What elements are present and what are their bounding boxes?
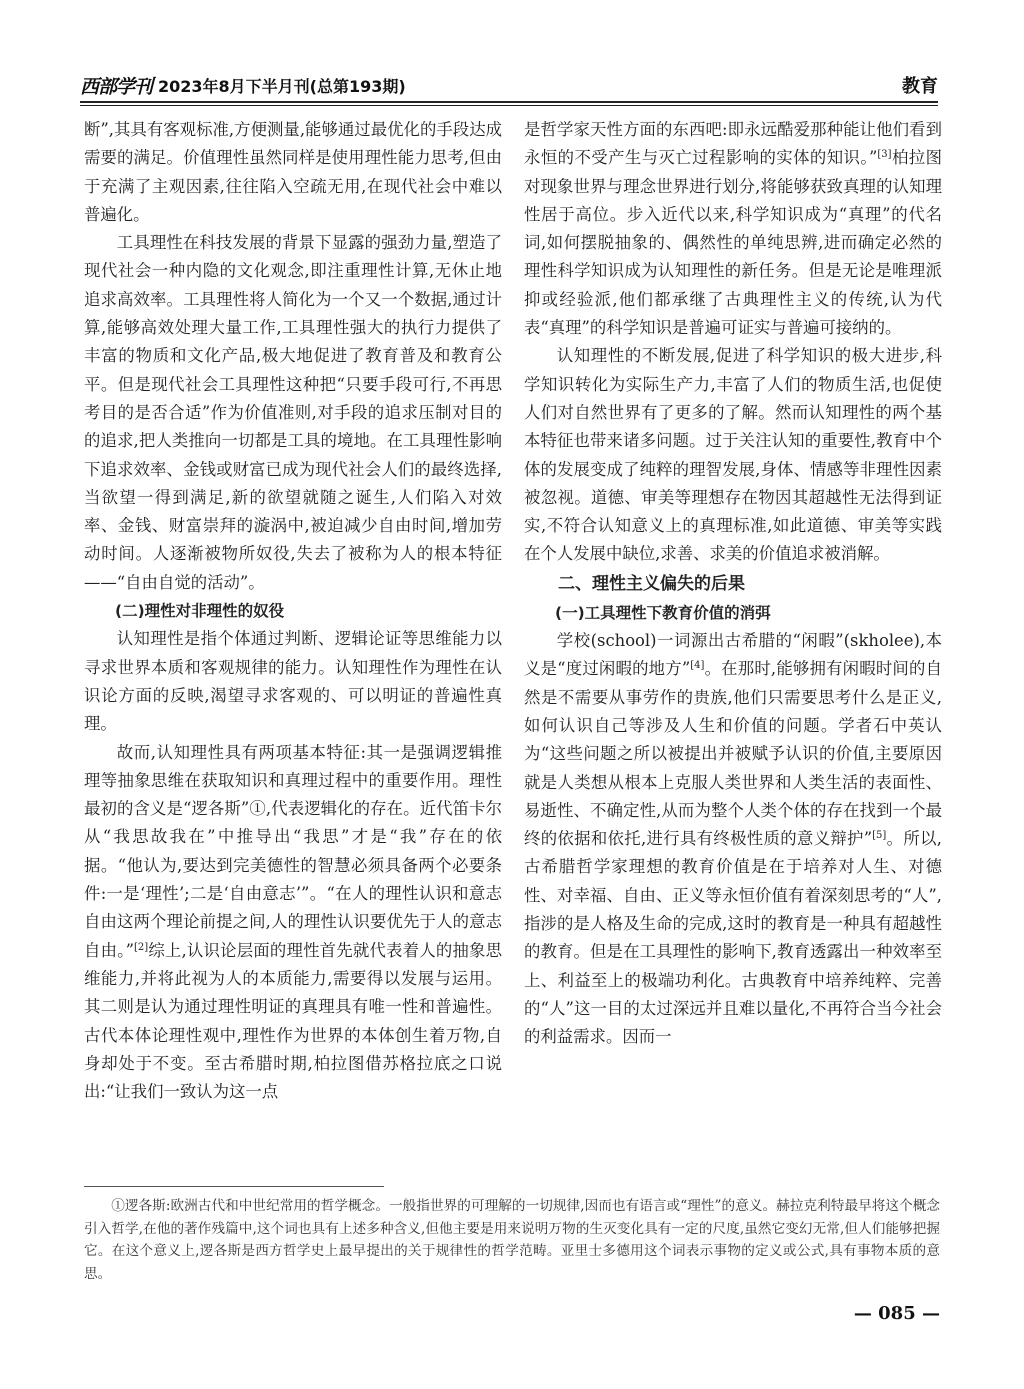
right-column <box>524 116 942 1052</box>
paragraph <box>524 116 942 342</box>
citation-ref: [5] <box>872 830 887 842</box>
paragraph: 认知理性是指个体通过判断、逻辑论证等思维能力以寻求世界本质和客观规律的能力。认知理性作为理性在认识论方面的反映,渴望寻求客观的、可以明证的普遍性真理。 <box>84 629 502 734</box>
header-rule-thin <box>80 105 938 106</box>
left-column <box>84 116 502 1106</box>
page-number: — 085 — <box>853 1303 940 1324</box>
journal-logo: 西部学刊 <box>80 76 153 98</box>
section-heading: (一)工具理性下教育价值的消弭 <box>555 603 771 622</box>
paragraph-text: 。所以,古希腊哲学家理想的教育价值是在于培养对人生、对德性、对幸福、自由、正义等永恒价值有着深刻思考的“人”,指涉的是人格及生命的完成,这时的教育是一种具有超越性的教育。但是在工具理性的影响下,教育透露出一种效率至上、利益至上的极端功利化。古典教育中培养纯粹、完善的“人”这一目的太过深远并且难以量化,不再符合当今社会的利益需求。因而一 <box>524 829 942 1047</box>
paragraph: 工具理性在科技发展的背景下显露的强劲力量,塑造了现代社会一种内隐的文化观念,即注重理性计算,无休止地追求高效率。工具理性将人简化为一个又一个数据,通过计算,能够高效处理大量工作,工具理性强大的执行力提供了丰富的物质和文化产品,极大地促进了教育普及和教育公平。但是现代社会工具理性这种把“只要手段可行,不再思考目的是否合适”作为价值准则,对手段的追求压制对目的的追求,把人类推向一切都是工具的境地。在工具理性影响下追求效率、金钱或财富已成为现代社会人们的最终选择,当欲望一得到满足,新的欲望就随之诞生,人们陷入对效率、金钱、财富崇拜的漩涡中,被迫减少自由时间,增加劳动时间。人逐渐被物所奴役,失去了被称为人的根本特征——“自由自觉的活动”。 <box>84 233 502 592</box>
paragraph <box>524 627 942 1051</box>
paragraph: 认知理性的不断发展,促进了科学知识的极大进步,科学知识转化为实际生产力,丰富了人们的物质生活,也促使人们对自然世界有了更多的了解。然而认知理性的两个基本特征也带来诸多问题。过于关注认知的重要性,教育中个体的发展变成了纯粹的理智发展,身体、情感等非理性因素被忽视。道德、审美等理想存在物因其超越性无法得到证实,不符合认知意义上的真理标准,如此道德、审美等实践在个人发展中缺位,求善、求美的价值追求被消解。 <box>524 346 942 564</box>
paragraph-text: 学校(school)一词源出古希腊的“闲暇”(skholee),本义是“度过闲暇的地方” <box>524 631 942 679</box>
paragraph-text: 柏拉图对现象世界与理念世界进行划分,将能够获致真理的认知理性居于高位。步入近代以来,科学知识成为“真理”的代名词,如何摆脱抽象的、偶然性的单纯思辨,进而确定必然的理性科学知识成为认知理性的新任务。但是无论是唯理派抑或经验派,他们都承继了古典理性主义的传统,认为代表“真理”的科学知识是普遍可证实与普遍可接纳的。 <box>524 148 943 338</box>
running-header <box>80 70 938 100</box>
paragraph-text: 是哲学家天性方面的东西吧:即永远酷爱那种能让他们看到永恒的不受产生与灭亡过程影响的实体的知识。” <box>524 120 942 168</box>
citation-ref: [4] <box>690 660 705 672</box>
chapter-heading: 二、理性主义偏失的后果 <box>558 573 745 594</box>
citation-ref: [2] <box>133 941 149 953</box>
paragraph <box>84 739 502 1107</box>
section-label: 教育 <box>902 76 938 97</box>
section-heading: (二)理性对非理性的奴役 <box>115 602 285 621</box>
citation-ref: [3] <box>877 149 892 161</box>
footnote-rule <box>84 1186 384 1187</box>
footnote: ①逻各斯:欧洲古代和中世纪常用的哲学概念。一般指世界的可理解的一切规律,因而也有语言或“理性”的意义。赫拉克利特最早将这个概念引入哲学,在他的著作残篇中,这个词也具有上述多种含义,但他主要是用来说明万物的生灭变化具有一定的尺度,虽然它变幻无常,但人们能够把握它。在这个意义上,逻各斯是西方哲学史上最早提出的关于规律性的哲学范畴。亚里士多德用这个词表示事物的定义或公式,具有事物本质的意思。 <box>84 1198 940 1282</box>
paragraph-text: 。在那时,能够拥有闲暇时间的自然是不需要从事劳作的贵族,他们只需要思考什么是正义,如何认识自己等涉及人生和价值的问题。学者石中英认为“这些问题之所以被提出并被赋予认识的价值,主要原因就是人类想从根本上克服人类世界和人类生活的表面性、易逝性、不确定性,从而为整个人类个体的存在找到一个最终的依据和依托,进行具有终极性质的意义辩护” <box>524 659 942 849</box>
issue-info: 2023年8月下半月刊(总第193期) <box>158 77 406 96</box>
header-rule <box>80 101 938 103</box>
paragraph-text: 综上,认识论层面的理性首先就代表着人的抽象思维能力,并将此视为人的本质能力,需要得以发展与运用。其二则是认为通过理性明证的真理具有唯一性和普遍性。古代本体论理性观中,理性作为世界的本体创生着万物,自身却处于不变。至古希腊时期,柏拉图借苏格拉底之口说出:“让我们一致认为这一点 <box>84 940 502 1102</box>
paragraph: 断”,其具有客观标准,方便测量,能够通过最优化的手段达成需要的满足。价值理性虽然同样是使用理性能力思考,但由于充满了主观因素,往往陷入空疏无用,在现代社会中难以普遍化。 <box>84 120 502 224</box>
paragraph-text: 故而,认知理性具有两项基本特征:其一是强调逻辑推理等抽象思维在获取知识和真理过程中的重要作用。理性最初的含义是“逻各斯”①,代表逻辑化的存在。近代笛卡尔从“我思故我在”中推导出“我思”才是“我”存在的依据。“他认为,要达到完美德性的智慧必须具备两个必要条件:一是‘理性’;二是‘自由意志’”。“在人的理性认识和意志自由这两个理论前提之间,人的理性认识要优先于人的意志自由。” <box>84 742 502 960</box>
